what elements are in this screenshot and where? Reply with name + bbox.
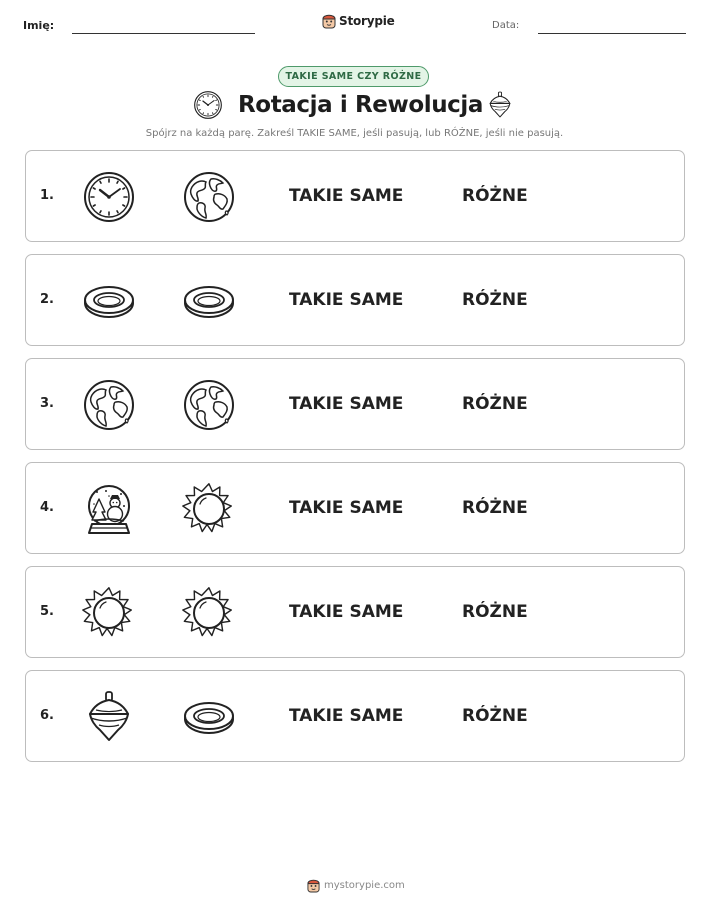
spinning-top-icon (82, 690, 136, 744)
brand-logo (322, 13, 395, 29)
question-row (25, 150, 685, 242)
same-option[interactable]: TAKIE SAME (289, 186, 404, 206)
different-option[interactable]: RÓŻNE (462, 498, 528, 518)
different-option[interactable]: RÓŻNE (462, 394, 528, 414)
title-row (0, 90, 709, 126)
question-number: 5. (40, 604, 54, 619)
question-row (25, 670, 685, 762)
same-option[interactable]: TAKIE SAME (289, 394, 404, 414)
same-option[interactable]: TAKIE SAME (289, 290, 404, 310)
question-row (25, 462, 685, 554)
clock-icon (82, 170, 136, 224)
spinning-top-icon (486, 90, 514, 120)
sun-icon (182, 482, 236, 536)
storypie-mascot-icon (307, 878, 320, 893)
worksheet-header (0, 0, 709, 50)
date-label: Data: (492, 20, 520, 31)
ring-icon (182, 274, 236, 328)
page-title: Rotacja i Rewolucja (238, 92, 484, 118)
same-option[interactable]: TAKIE SAME (289, 498, 404, 518)
storypie-mascot-icon (322, 13, 336, 29)
question-number: 3. (40, 396, 54, 411)
question-number: 6. (40, 708, 54, 723)
brand-name: Storypie (339, 14, 395, 28)
ring-icon (182, 690, 236, 744)
earth-icon (182, 378, 236, 432)
sun-icon (82, 586, 136, 640)
clock-icon (193, 90, 223, 120)
question-number: 1. (40, 188, 54, 203)
question-row (25, 566, 685, 658)
name-label: Imię: (23, 19, 55, 32)
date-write-line[interactable] (538, 33, 686, 34)
snow-globe-icon (82, 482, 136, 536)
ring-icon (82, 274, 136, 328)
different-option[interactable]: RÓŻNE (462, 186, 528, 206)
sun-icon (182, 586, 236, 640)
footer-url[interactable]: mystorypie.com (324, 880, 405, 891)
different-option[interactable]: RÓŻNE (462, 706, 528, 726)
footer (0, 878, 709, 898)
different-option[interactable]: RÓŻNE (462, 290, 528, 310)
earth-icon (182, 170, 236, 224)
same-option[interactable]: TAKIE SAME (289, 602, 404, 622)
same-option[interactable]: TAKIE SAME (289, 706, 404, 726)
question-row (25, 358, 685, 450)
instructions: Spójrz na każdą parę. Zakreśl TAKIE SAME, jeśli pasują, lub RÓŻNE, jeśli nie pasują. (145, 128, 564, 139)
question-number: 4. (40, 500, 54, 515)
activity-badge: TAKIE SAME CZY RÓŻNE (278, 66, 429, 87)
name-write-line[interactable] (72, 33, 255, 34)
question-number: 2. (40, 292, 54, 307)
question-row (25, 254, 685, 346)
earth-icon (82, 378, 136, 432)
different-option[interactable]: RÓŻNE (462, 602, 528, 622)
footer-brand (307, 878, 405, 893)
